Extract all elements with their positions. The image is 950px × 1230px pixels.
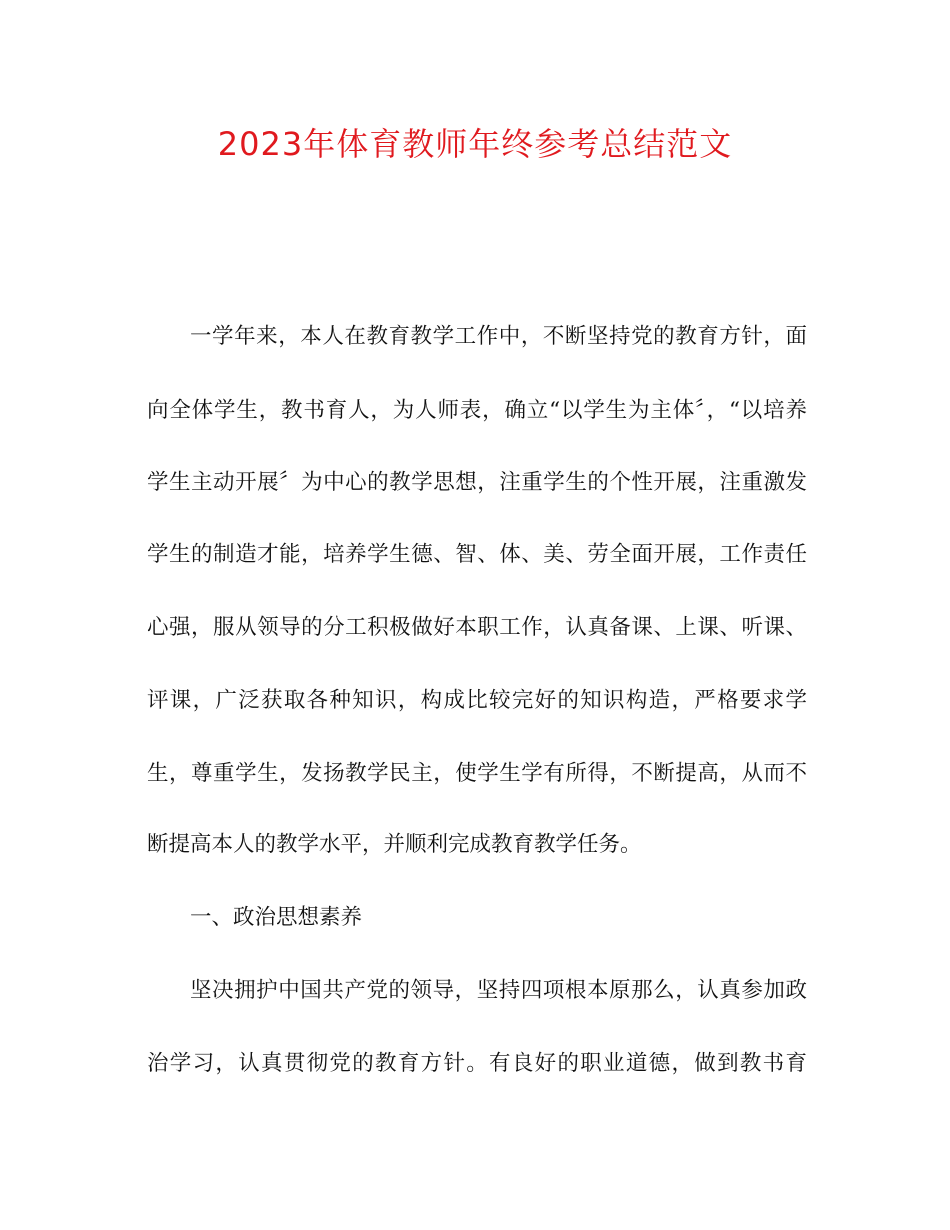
paragraph-line: 向全体学生，教书育人，为人师表，确立“以学生为主体〞，“以培养	[147, 398, 807, 423]
paragraph-line: 治学习，认真贯彻党的教育方针。有良好的职业道德，做到教书育	[147, 1051, 807, 1076]
paragraph-line: 一学年来，本人在教育教学工作中，不断坚持党的教育方针，面	[190, 324, 807, 349]
section-heading: 一、政治思想素养	[190, 905, 363, 930]
paragraph-line: 坚决拥护中国共产党的领导，坚持四项根本原那么，认真参加政	[190, 978, 807, 1003]
paragraph-line: 生，尊重学生，发扬教学民主，使学生学有所得，不断提高，从而不	[147, 761, 807, 786]
document-title: 2023年体育教师年终参考总结范文	[217, 125, 733, 163]
paragraph-line: 心强，服从领导的分工积极做好本职工作，认真备课、上课、听课、	[147, 615, 807, 640]
paragraph-line: 学生主动开展〞为中心的教学思想，注重学生的个性开展，注重激发	[147, 470, 807, 495]
paragraph-line: 评课，广泛获取各种知识，构成比较完好的知识构造，严格要求学	[147, 688, 807, 713]
paragraph-line: 断提高本人的教学水平，并顺利完成教育教学任务。	[147, 832, 642, 857]
paragraph-line: 学生的制造才能，培养学生德、智、体、美、劳全面开展，工作责任	[147, 542, 807, 567]
